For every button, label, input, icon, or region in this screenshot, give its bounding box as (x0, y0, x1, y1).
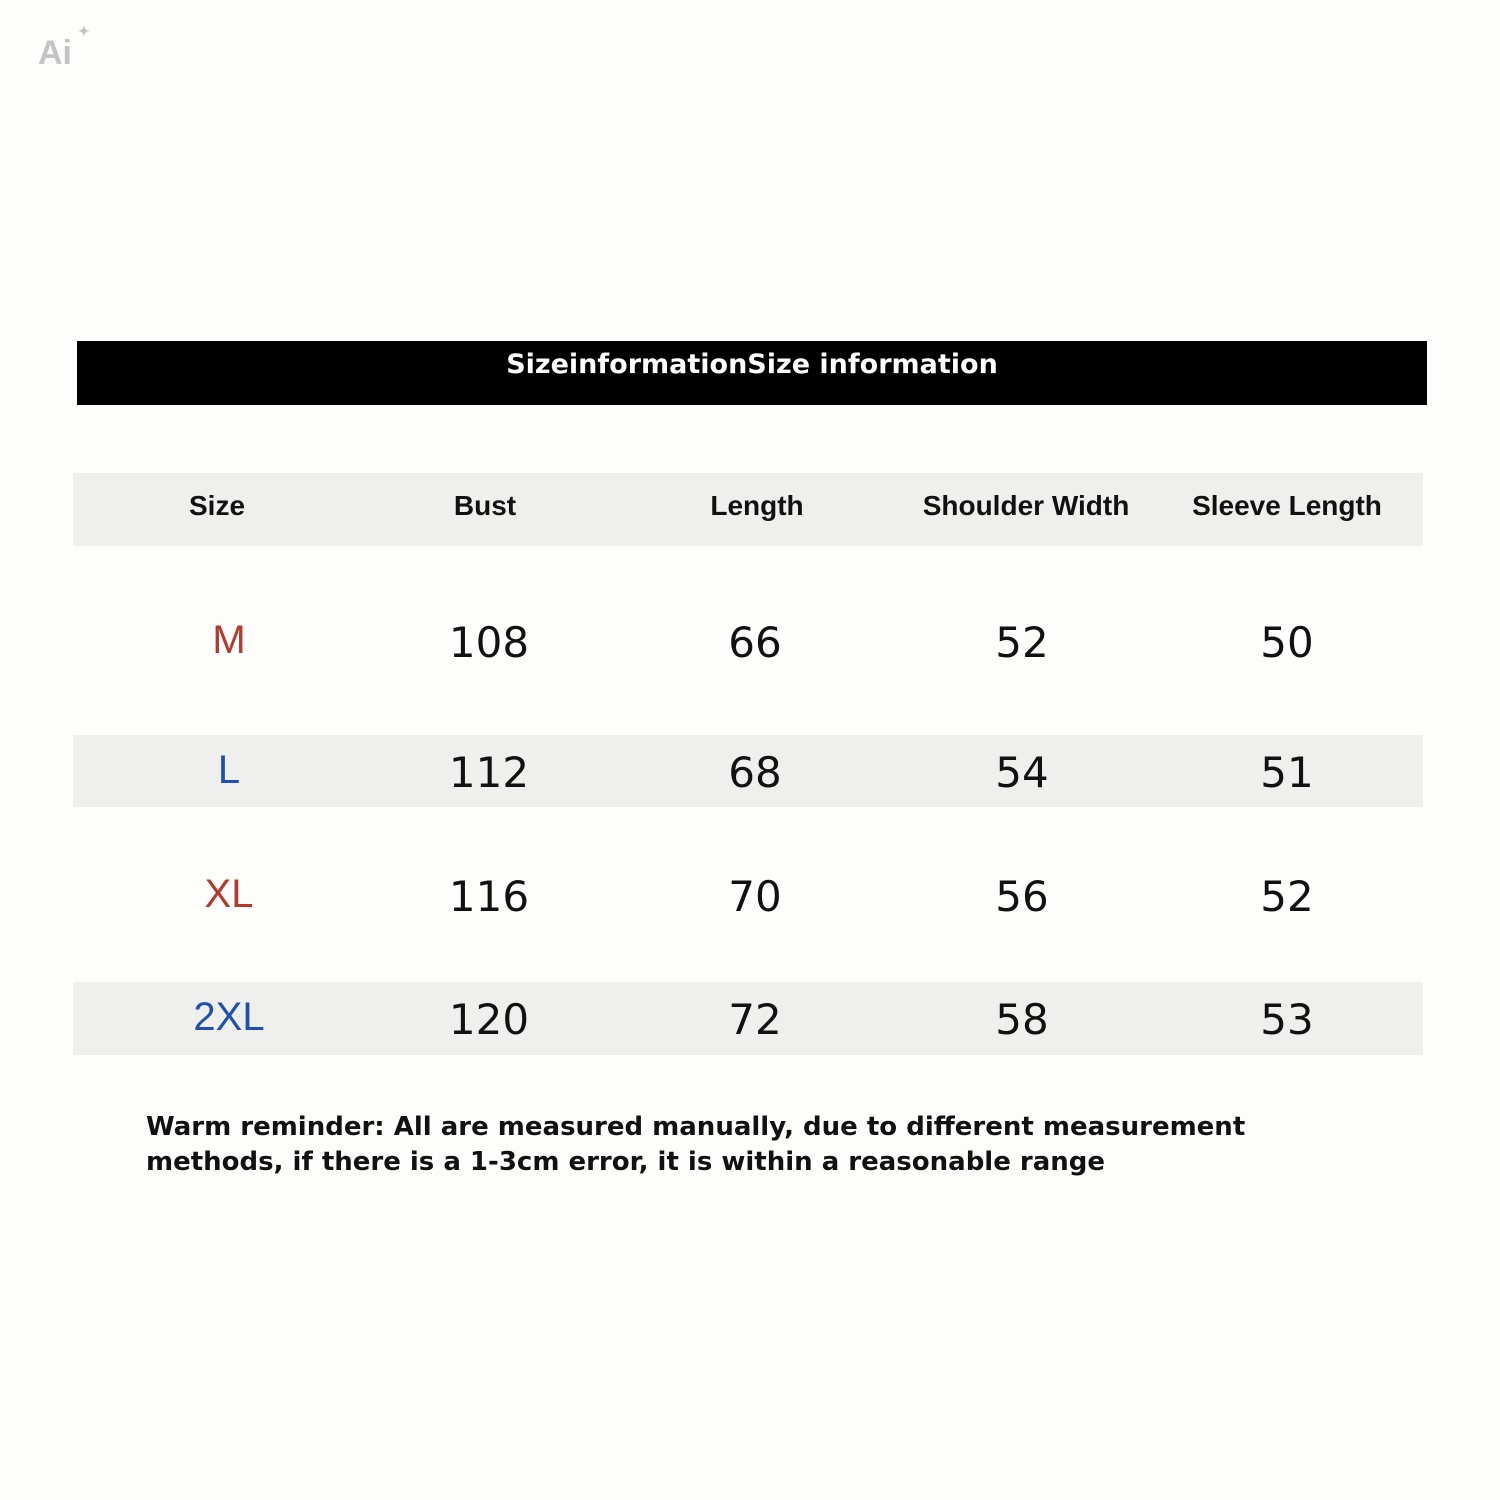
col-header-length: Length (710, 490, 804, 521)
cell-size: XL (204, 872, 254, 916)
col-header-shoulder: Shoulder Width (922, 490, 1130, 521)
cell-shoulder: 52 (995, 618, 1049, 667)
logo-text: Ai (38, 34, 72, 72)
cell-length: 70 (728, 872, 782, 921)
title-banner: SizeinformationSize information (77, 341, 1427, 405)
sparkle-icon: ✦ (78, 23, 90, 39)
cell-length: 72 (728, 995, 782, 1044)
cell-shoulder: 58 (995, 995, 1049, 1044)
cell-size: L (217, 748, 241, 792)
cell-shoulder: 56 (995, 872, 1049, 921)
cell-length: 66 (728, 618, 782, 667)
cell-shoulder: 54 (995, 748, 1049, 797)
warm-reminder-note: Warm reminder: All are measured manually, due to different measurement methods, if there is a 1-3cm error, it is within a reasonable range (146, 1112, 1246, 1177)
cell-sleeve: 50 (1260, 618, 1314, 667)
cell-bust: 116 (448, 872, 530, 921)
cell-sleeve: 53 (1260, 995, 1314, 1044)
col-header-size: Size (188, 490, 246, 521)
cell-bust: 108 (448, 618, 530, 667)
cell-size: 2XL (193, 995, 265, 1039)
col-header-bust: Bust (453, 490, 517, 521)
cell-sleeve: 51 (1260, 748, 1314, 797)
ai-logo (38, 23, 90, 73)
col-header-sleeve: Sleeve Length (1192, 490, 1382, 521)
cell-bust: 112 (448, 748, 530, 797)
cell-sleeve: 52 (1260, 872, 1314, 921)
cell-bust: 120 (448, 995, 530, 1044)
cell-length: 68 (728, 748, 782, 797)
cell-size: M (212, 618, 246, 662)
